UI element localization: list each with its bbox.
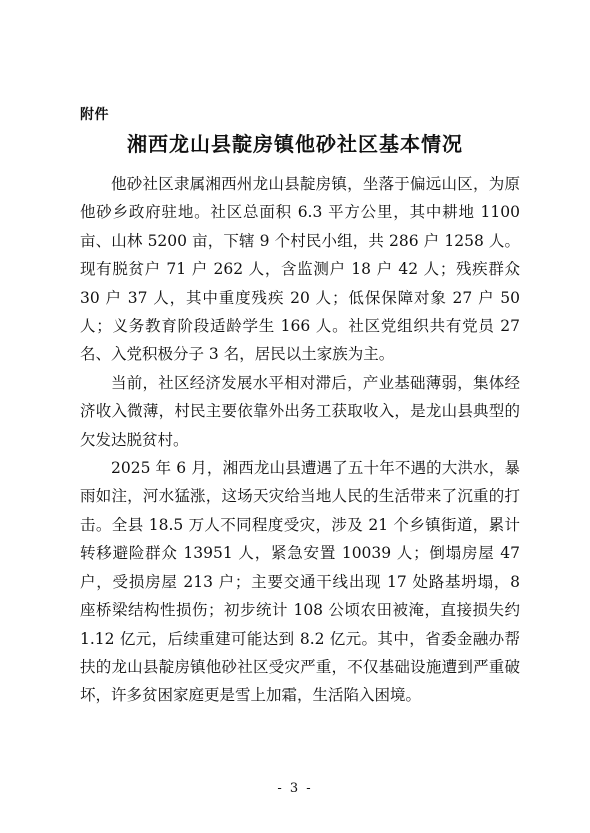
paragraph-economic-status: 当前，社区经济发展水平相对滞后，产业基础薄弱，集体经济收入微薄，村民主要依靠外出务工获取收入，是龙山县典型的欠发达脱贫村。 <box>80 373 520 449</box>
document-body <box>80 170 520 710</box>
attachment-label: 附件 <box>80 107 109 123</box>
document-title: 湘西龙山县靛房镇他砂社区基本情况 <box>127 132 463 156</box>
paragraph-flood-disaster: 2025 年 6 月，湘西龙山县遭遇了五十年不遇的大洪水，暴雨如注，河水猛涨，这场天灾给当地人民的生活带来了沉重的打击。全县 18.5 万人不同程度受灾，涉及 21 个乡镇街道，累计转移避险群众 13951 人，紧急安置 10039 人；倒塌房屋 47 户，受损房屋 213 户；主要交通干线出现 17 处路基坍塌，8 座桥梁结构性损伤；初步统计 108 公顷农田被淹，直接损失约 1.12 亿元，后续重建可能达到 8.2 亿元。其中，省委金融办帮扶的龙山县靛房镇他砂社区受灾严重，不仅基础设施遭到严重破坏，许多贫困家庭更是雪上加霜，生活陷入困境。 <box>80 459 520 705</box>
paragraph-community-overview: 他砂社区隶属湘西州龙山县靛房镇，坐落于偏远山区，为原他砂乡政府驻地。社区总面积 6.3 平方公里，其中耕地 1100 亩、山林 5200 亩，下辖 9 个村民小组，共 286 户 1258 人。现有脱贫户 71 户 262 人，含监测户 18 户 42 人；残疾群众 30 户 37 人，其中重度残疾 20 人；低保保障对象 27 户 50 人；义务教育阶段适龄学生 166 人。社区党组织共有党员 27 名、入党积极分子 3 名，居民以土家族为主。 <box>80 175 520 364</box>
page-number: - 3 - <box>277 781 313 796</box>
